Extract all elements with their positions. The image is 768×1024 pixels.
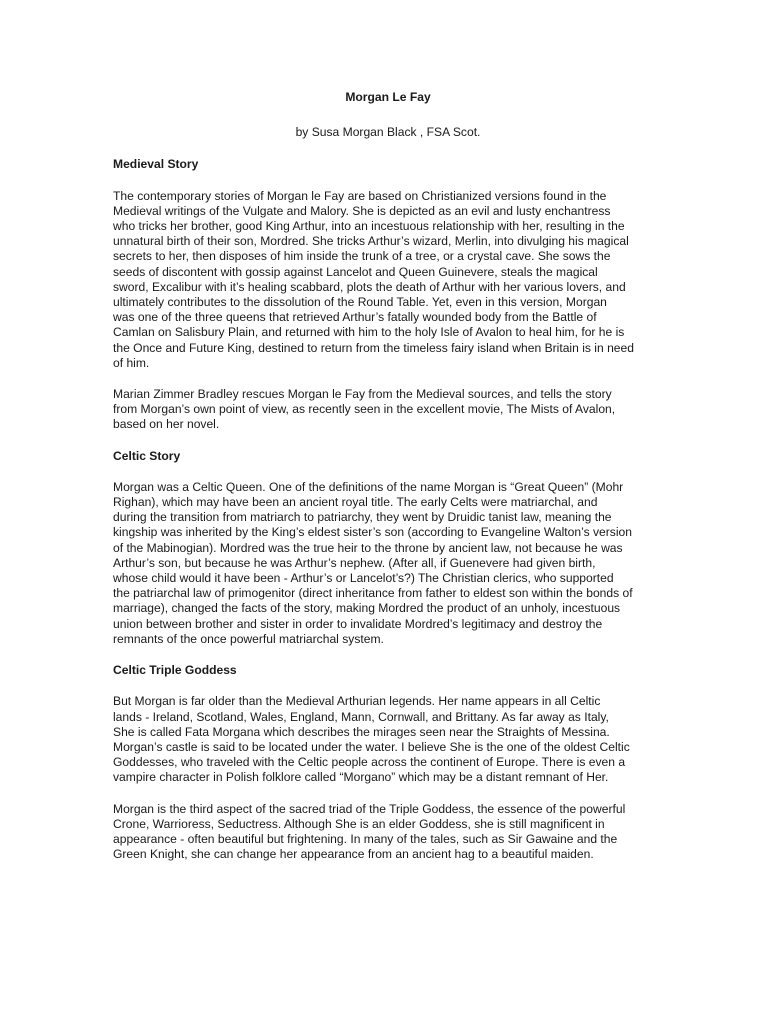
paragraph: Marian Zimmer Bradley rescues Morgan le Fay from the Medieval sources, and tells the story from Morgan’s own point of view, as recently seen in the excellent movie, The Mists of Avalon, based on her novel.: [113, 387, 616, 432]
author-byline: by Susa Morgan Black , FSA Scot.: [295, 125, 481, 140]
paragraph: Morgan was a Celtic Queen. One of the definitions of the name Morgan is “Great Queen” (Mohr Righan), which may have been an ancient royal title. The early Celts were matriarchal, and during the transition from matriarch to patriarchy, they went by Druidic tanist law, meaning the kingship was inherited by the King’s eldest sister’s son (according to Evangeline Walton’s version of the Mabinogian). Mordred was the true heir to the throne by ancient law, not because he was Arthur’s son, but because he was Arthur’s nephew. (After all, if Guenevere had given birth, whose child would it have been - Arthur’s or Lancelot’s?) The Christian clerics, who supported the patriarchal law of primogenitor (direct inheritance from father to eldest son within the bonds of marriage), changed the facts of the story, making Mordred the product of an unholy, incestuous union between brother and sister in order to invalidate Mordred’s legitimacy and destroy the remnants of the once powerful matriarchal system.: [113, 479, 633, 646]
section-heading-medieval-story: Medieval Story: [113, 157, 199, 172]
paragraph: Morgan is the third aspect of the sacred triad of the Triple Goddess, the essence of the powerful Crone, Warrioress, Seductress. Although She is an elder Goddess, she is still magnificent in appearance - often beautiful but frightening. In many of the tales, such as Sir Gawaine and the Green Knight, she can change her appearance from an ancient hag to a beautiful maiden.: [113, 801, 626, 862]
paragraph: But Morgan is far older than the Medieval Arthurian legends. Her name appears in all Celtic lands - Ireland, Scotland, Wales, England, Mann, Cornwall, and Brittany. As far away as Italy, She is called Fata Morgana which describes the mirages seen near the Straights of Messina. Morgan’s castle is said to be located under the water. I believe She is the one of the oldest Celtic Goddesses, who traveled with the Celtic people across the continent of Europe. There is even a vampire character in Polish folklore called “Morgano” which may be a distant remnant of Her.: [113, 694, 630, 785]
section-heading-celtic-triple-goddess: Celtic Triple Goddess: [113, 663, 237, 678]
document-body: [113, 90, 658, 878]
section-heading-celtic-story: Celtic Story: [113, 448, 181, 463]
paragraph: The contemporary stories of Morgan le Fay are based on Christianized versions found in the Medieval writings of the Vulgate and Malory. She is depicted as an evil and lusty enchantress who tricks her brother, good King Arthur, into an incestuous relationship with her, resulting in the unnatural birth of their son, Mordred. She tricks Arthur’s wizard, Merlin, into divulging his magical secrets to her, then disposes of him inside the trunk of a tree, or a crystal cave. She sows the seeds of discontent with gossip against Lancelot and Queen Guinevere, steals the magical sword, Excalibur with it’s healing scabbard, plots the death of Arthur with her various lovers, and ultimately contributes to the dissolution of the Round Table. Yet, even in this version, Morgan was one of the three queens that retrieved Arthur’s fatally wounded body from the Battle of Camlan on Salisbury Plain, and returned with him to the holy Isle of Avalon to heal him, for he is the Once and Future King, destined to return from the timeless fairy island when Britain is in need of him.: [113, 188, 634, 370]
page-title: Morgan Le Fay: [345, 90, 431, 104]
